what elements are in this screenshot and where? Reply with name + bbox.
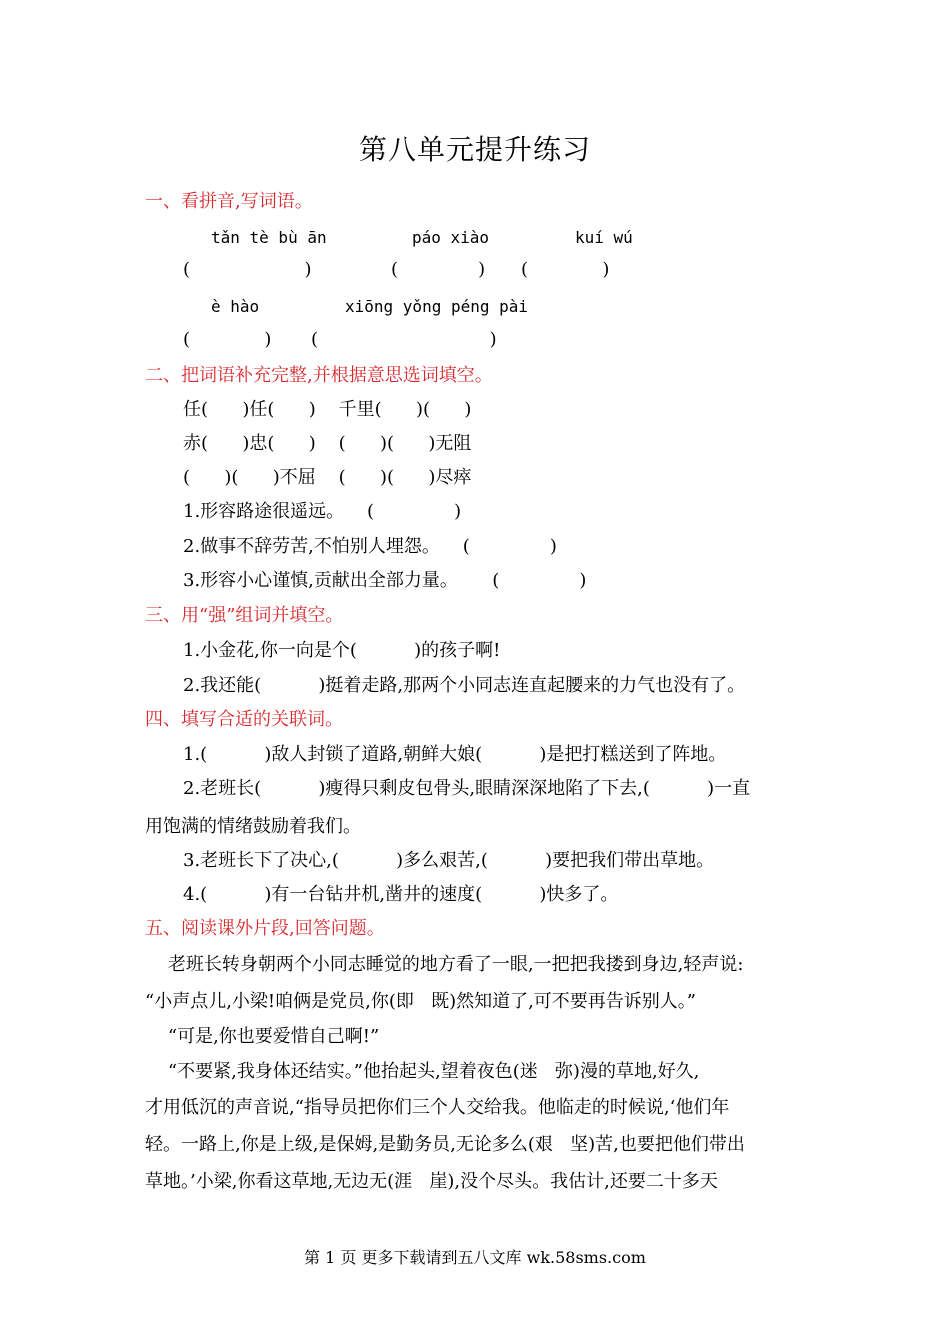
section-2-heading: 二、把词语补充完整,并根据意思选词填空。 (145, 365, 493, 386)
answer-blank-5[interactable]: ( ) (311, 329, 497, 350)
answer-blank-3[interactable]: ( ) (521, 259, 610, 280)
pinyin-3: kuí wú (575, 228, 633, 247)
section-1-heading: 一、看拼音,写词语。 (145, 191, 313, 212)
question-2-3[interactable]: 3.形容小心谨慎,贡献出全部力量。 ( ) (183, 570, 587, 591)
question-4-3[interactable]: 3.老班长下了决心,( )多么艰苦,( )要把我们带出草地。 (183, 850, 715, 871)
answer-blank-2[interactable]: ( ) (391, 259, 486, 280)
idiom-row-1[interactable]: 任( )任( ) 千里( )( ) (183, 399, 472, 420)
pinyin-1: tǎn tè bù ān (211, 228, 327, 247)
idiom-row-2[interactable]: 赤( )忠( ) ( )( )无阻 (183, 433, 472, 454)
question-4-1[interactable]: 1.( )敌人封锁了道路,朝鲜大娘( )是把打糕送到了阵地。 (183, 744, 727, 765)
question-4-4[interactable]: 4.( )有一台钻井机,凿井的速度( )快多了。 (183, 884, 619, 905)
reading-line-1: 老班长转身朝两个小同志睡觉的地方看了一眼,一把把我搂到身边,轻声说: (145, 954, 744, 975)
question-3-2[interactable]: 2.我还能( )挺着走路,那两个小同志连直起腰来的力气也没有了。 (183, 675, 746, 696)
question-4-2[interactable]: 2.老班长( )瘦得只剩皮包骨头,眼睛深深地陷了下去,( )一直 (183, 778, 751, 799)
pinyin-2: páo xiào (412, 228, 490, 247)
answer-blank-4[interactable]: ( ) (183, 329, 272, 350)
idiom-row-3[interactable]: ( )( )不屈 ( )( )尽瘁 (183, 467, 472, 488)
section-3-heading: 三、用“强”组词并填空。 (145, 605, 344, 626)
reading-line-5: 才用低沉的声音说,“指导员把你们三个人交给我。他临走的时候说,‘他们年 (145, 1097, 730, 1118)
question-2-1[interactable]: 1.形容路途很遥远。 ( ) (183, 501, 462, 522)
reading-line-3: “可是,你也要爱惜自己啊!” (145, 1026, 380, 1047)
reading-line-4: “不要紧,我身体还结实。”他抬起头,望着夜色(迷 弥)漫的草地,好久, (145, 1061, 700, 1082)
reading-line-2: “小声点儿,小梁!咱俩是党员,你(即 既)然知道了,可不要再告诉别人。” (145, 991, 697, 1012)
reading-line-6: 轻。一路上,你是上级,是保姆,是勤务员,无论多么(艰 坚)苦,也要把他们带出 (145, 1134, 745, 1155)
page-title: 第八单元提升练习 (358, 133, 591, 166)
pinyin-4: è hào (211, 297, 260, 316)
question-2-2[interactable]: 2.做事不辞劳苦,不怕别人埋怨。 ( ) (183, 536, 557, 557)
answer-blank-1[interactable]: ( ) (183, 259, 312, 280)
page-footer: 第 1 页 更多下载请到五八文库 wk.58sms.com (304, 1248, 646, 1267)
question-4-2-continued: 用饱满的情绪鼓励着我们。 (145, 816, 361, 837)
section-5-heading: 五、阅读课外片段,回答问题。 (145, 918, 385, 939)
pinyin-5: xiōng yǒng péng pài (345, 297, 529, 316)
question-3-1[interactable]: 1.小金花,你一向是个( )的孩子啊! (183, 640, 501, 661)
section-4-heading: 四、填写合适的关联词。 (145, 709, 343, 730)
reading-line-7: 草地。’小梁,你看这草地,无边无(涯 崖),没个尽头。我估计,还要二十多天 (145, 1171, 718, 1192)
